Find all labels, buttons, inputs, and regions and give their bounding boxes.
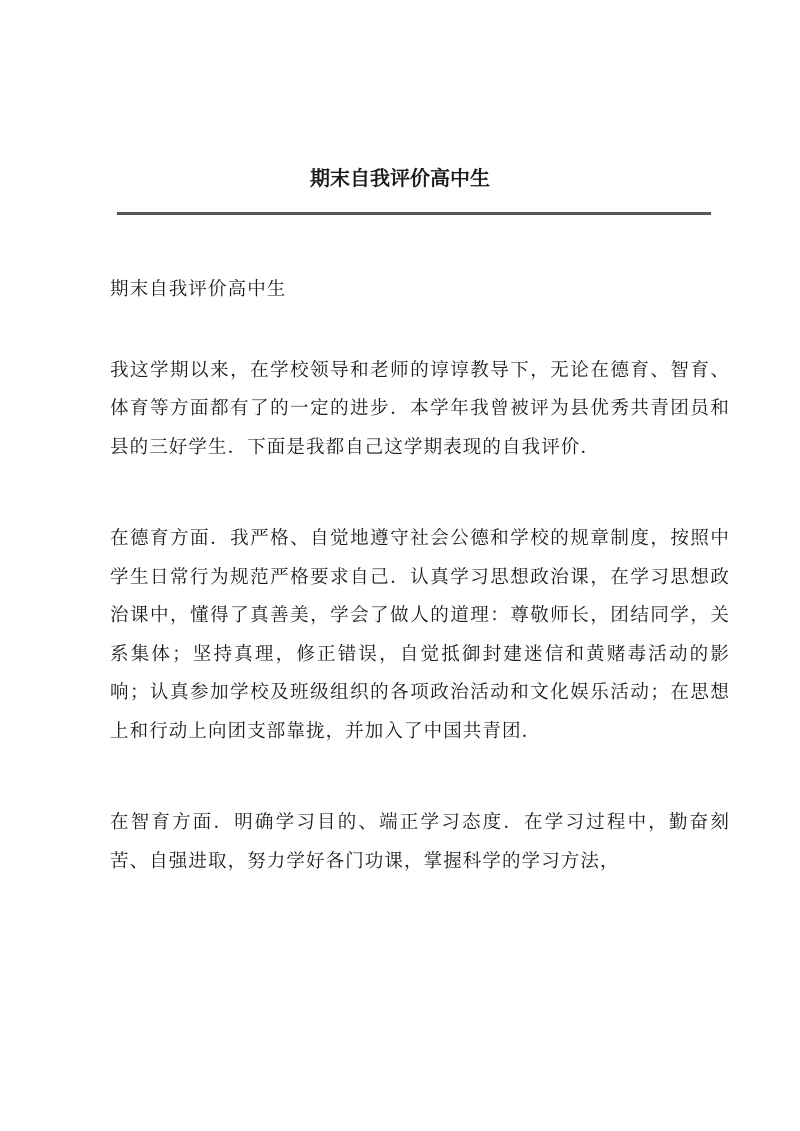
title-divider — [117, 212, 711, 215]
document-subtitle: 期末自我评价高中生 — [110, 279, 287, 300]
document-body — [110, 271, 730, 934]
paragraph-intellectual-education: 在智育方面．明确学习目的、端正学习态度．在学习过程中，勤奋刻苦、自强进取，努力学好各门功课，掌握科学的学习方法， — [110, 812, 730, 872]
paragraph-intro: 我这学期以来，在学校领导和老师的谆谆教导下，无论在德育、智育、体育等方面都有了的一定的进步．本学年我曾被评为县优秀共青团员和县的三好学生．下面是我都自己这学期表现的自我评价． — [110, 359, 730, 458]
document-title: 期末自我评价高中生 — [310, 166, 490, 190]
paragraph-moral-education: 在德育方面．我严格、自觉地遵守社会公德和学校的规章制度，按照中学生日常行为规范严格要求自己．认真学习思想政治课，在学习思想政治课中，懂得了真善美，学会了做人的道理：尊敬师长，团结同学，关系集体；坚持真理，修正错误，自觉抵御封建迷信和黄赌毒活动的影响；认真参加学校及班级组织的各项政治活动和文化娱乐活动；在思想上和行动上向团支部靠拢，并加入了中国共青团． — [110, 528, 730, 742]
